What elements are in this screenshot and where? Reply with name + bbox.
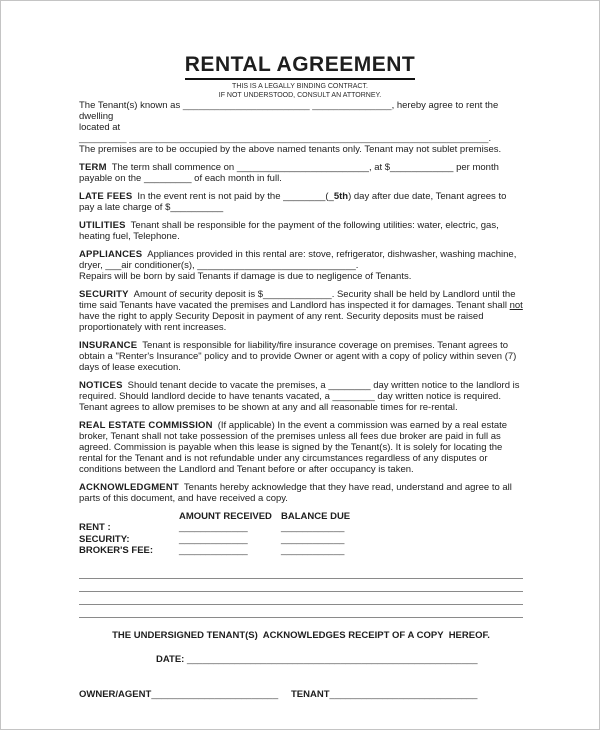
tenant-signature xyxy=(291,689,477,700)
section-acknowledgment xyxy=(79,482,523,504)
security-balance-blank: ____________ xyxy=(281,533,345,545)
subtitle-line-1: THIS IS A LEGALLY BINDING CONTRACT. xyxy=(232,83,368,90)
brokers-fee-label: BROKER'S FEE: xyxy=(79,544,154,556)
notices-heading: NOTICES xyxy=(79,380,123,391)
document-subtitle xyxy=(1,83,599,100)
section-utilities xyxy=(79,220,523,242)
utilities-heading: UTILITIES xyxy=(79,220,126,231)
appliances-repairs: Repairs will be born by said Tenants if damage is due to negligence of Tenants. xyxy=(79,271,412,282)
ruled-line xyxy=(79,579,523,592)
table-row-security xyxy=(79,534,523,545)
tenant-label: TENANT xyxy=(291,689,330,701)
header-spacer xyxy=(79,511,179,522)
appliances-heading: APPLIANCES xyxy=(79,249,143,260)
insurance-body: Tenant is responsible for liability/fire insurance coverage on premises. Tenant agrees to obtain a "Renter's Insurance" policy and to provide Owner or agent with a copy of policy within seven (7) days of lease execution. xyxy=(79,340,517,373)
insurance-heading: INSURANCE xyxy=(79,340,138,351)
brokers-fee-amount-blank: _____________ xyxy=(179,544,248,556)
security-not-underlined: not xyxy=(509,300,523,311)
tenant-name-blank: ________________________ _______________ xyxy=(182,100,392,111)
section-insurance xyxy=(79,340,523,373)
owner-agent-label: OWNER/AGENT xyxy=(79,689,152,701)
late-fees-heading: LATE FEES xyxy=(79,191,133,202)
section-commission xyxy=(79,420,523,475)
ruled-line xyxy=(79,566,523,579)
commission-heading: REAL ESTATE COMMISSION xyxy=(79,420,213,431)
late-fees-day: 5th xyxy=(333,191,349,202)
security-pre: Amount of security deposit is $_____________. Security shall be held by Landlord until the time said Tenants have vacated the premises and Landlord has inspected it for damages. Tenant shall xyxy=(79,289,516,311)
payment-table-header-row xyxy=(79,511,523,522)
brokers-fee-balance-blank: ____________ xyxy=(281,544,345,556)
intro-text-post: , hereby agree to rent the dwelling xyxy=(79,100,499,122)
document-header xyxy=(1,53,599,100)
ruled-line xyxy=(79,592,523,605)
security-label: SECURITY: xyxy=(79,533,130,545)
tenant-blank: ____________________________ xyxy=(329,689,478,701)
security-amount-blank: _____________ xyxy=(179,533,248,545)
signature-row xyxy=(79,689,523,700)
notices-body: Should tenant decide to vacate the premises, a ________ day written notice to the landlord is required. Should landlord decide to have tenants vacated, a ________ day written notice is required. Tenant agrees to allow premises to be shown at any and all reasonable times for re-rental. xyxy=(79,380,520,413)
table-row-brokers-fee xyxy=(79,545,523,556)
document-title: RENTAL AGREEMENT xyxy=(185,53,415,80)
section-term xyxy=(79,162,523,184)
term-body: The term shall commence on _________________________, at $____________ per month payable on the _________ of each month in full. xyxy=(79,162,499,184)
balance-due-header: BALANCE DUE xyxy=(281,511,351,522)
rent-label: RENT : xyxy=(79,522,111,534)
utilities-body: Tenant shall be responsible for the payment of the following utilities: water, electric, gas, heating fuel, Telephone. xyxy=(79,220,499,242)
address-blank: _________ ____________________________________________________________________. xyxy=(79,133,492,144)
amount-received-header: AMOUNT RECEIVED xyxy=(179,511,272,522)
payment-table xyxy=(79,511,523,556)
date-blank: _______________________________________________________ xyxy=(186,654,478,666)
section-security xyxy=(79,289,523,333)
commission-body: (If applicable) In the event a commission was earned by a real estate broker, Tenant shall not take possession of the premises unless all fees due broker are paid in full as agreed. Commission is payable when this lease is signed by the Tenant(s). It is solely for locating the rental for the Tenant and is not refundable under any circumstances regardless of any disputes or conditions between the Landlord and Tenant before or after occupancy is taken. xyxy=(79,420,508,475)
late-fees-post: ) day after due date, Tenant agrees to pay a late charge of $__________ xyxy=(79,191,507,213)
owner-agent-signature xyxy=(79,689,291,700)
section-notices xyxy=(79,380,523,413)
appliances-body: Appliances provided in this rental are: stove, refrigerator, dishwasher, washing machine, dryer, ___air conditioner(s), ______________________________. xyxy=(79,249,517,271)
security-heading: SECURITY xyxy=(79,289,129,300)
ruled-line xyxy=(79,605,523,618)
rent-balance-blank: ____________ xyxy=(281,522,345,534)
owner-agent-blank: ________________________ xyxy=(151,689,279,701)
acknowledgment-body: Tenants hereby acknowledge that they have read, understand and agree to all parts of this document, and have received a copy. xyxy=(79,482,512,504)
security-post: have the right to apply Security Deposit in payment of any rent. Security deposits must be raised proportionately with rent increases. xyxy=(79,311,484,333)
premises-sentence: The premises are to be occupied by the above named tenants only. Tenant may not sublet premises. xyxy=(79,144,502,155)
date-row xyxy=(156,654,523,665)
section-late-fees xyxy=(79,191,523,213)
acknowledgment-heading: ACKNOWLEDGMENT xyxy=(79,482,179,493)
intro-paragraph xyxy=(79,100,523,155)
late-fees-pre: In the event rent is not paid by the ________(_ xyxy=(137,191,334,202)
intro-text-pre: The Tenant(s) known as xyxy=(79,100,183,111)
rent-amount-blank: _____________ xyxy=(179,522,248,534)
document-body xyxy=(79,100,523,700)
date-label: DATE: xyxy=(156,654,185,666)
subtitle-line-2: IF NOT UNDERSTOOD, CONSULT AN ATTORNEY. xyxy=(218,91,382,99)
term-heading: TERM xyxy=(79,162,107,173)
undersigned-statement: THE UNDERSIGNED TENANT(S) ACKNOWLEDGES RECEIPT OF A COPY HEREOF. xyxy=(112,630,490,642)
blank-notes-lines xyxy=(79,566,523,618)
section-appliances xyxy=(79,249,523,282)
table-row-rent xyxy=(79,522,523,533)
intro-located-at: located at xyxy=(79,122,121,133)
